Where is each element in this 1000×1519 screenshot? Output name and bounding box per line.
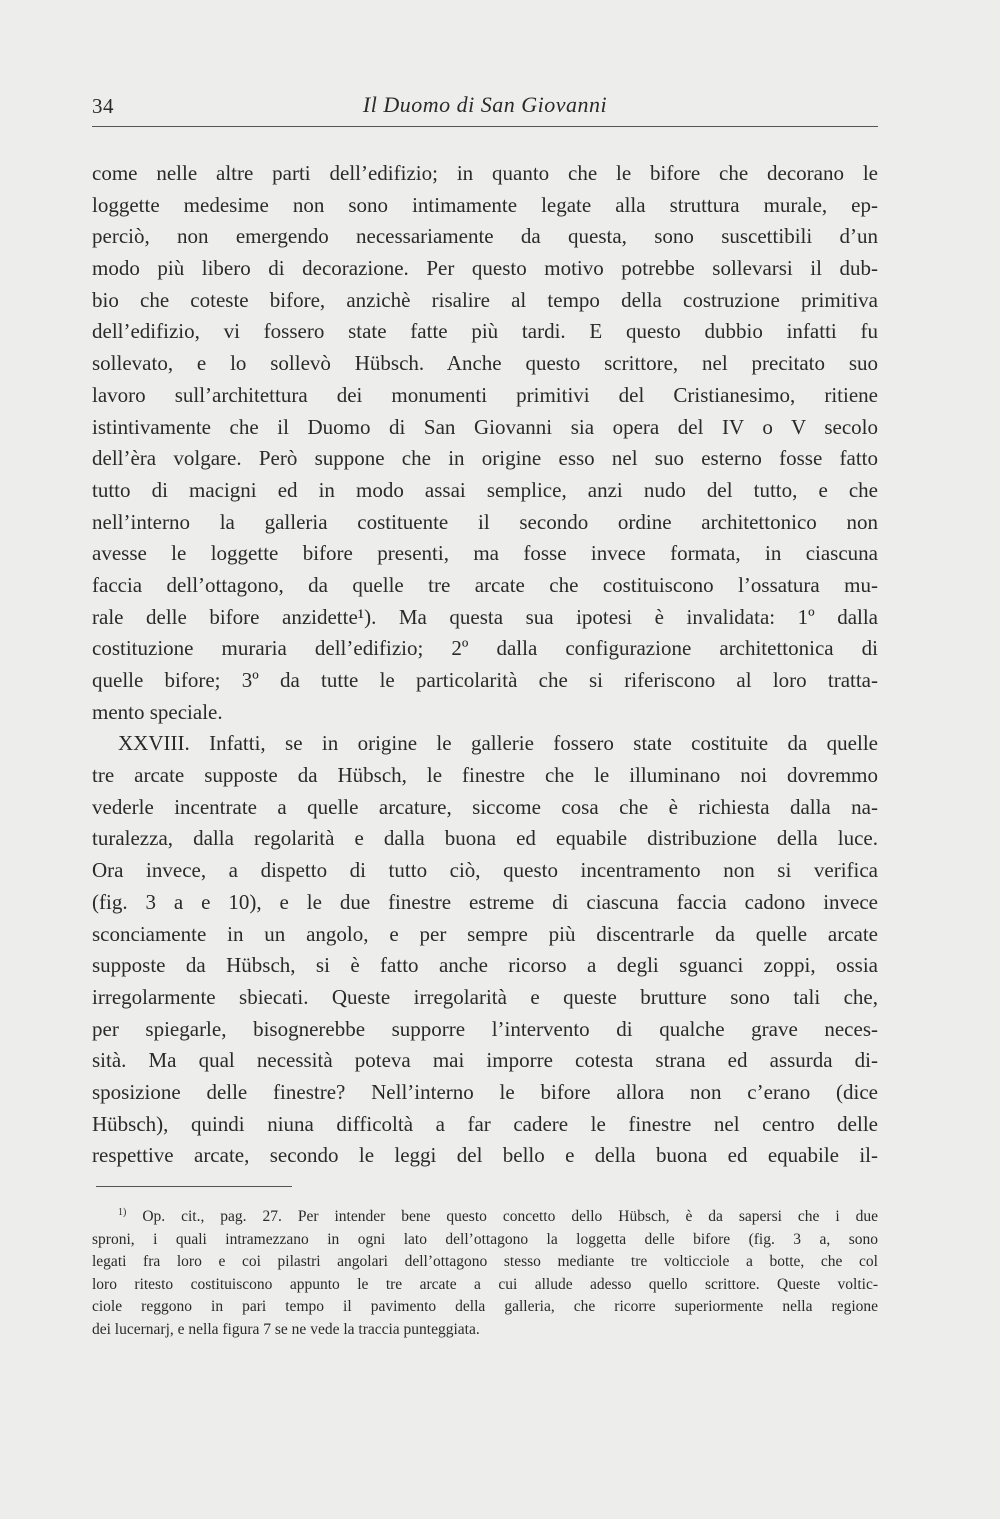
text-line: mento speciale. (92, 699, 223, 724)
footnote-marker: 1) (118, 1206, 127, 1218)
text-line: come nelle altre parti dell’edifizio; in quanto che le bifore che decorano le (92, 161, 878, 185)
text-line: nell’interno la galleria costituente il secondo ordine architettonico non (92, 509, 878, 534)
text-line: per spiegarle, bisognerebbe supporre l’intervento di qualche grave neces- (92, 1016, 878, 1041)
footnote-line: dei lucernarj, e nella figura 7 se ne vede la traccia punteggiata. (92, 1320, 480, 1338)
footnote-line (92, 1206, 878, 1229)
text-line: bio che coteste bifore, anzichè risalire al tempo della costruzione primitiva (92, 287, 878, 312)
text-line: supposte da Hübsch, si è fatto anche ricorso a degli sguanci zoppi, ossia (92, 953, 878, 978)
text-line: rale delle bifore anzidette¹). Ma questa sua ipotesi è invalidata: 1º dalla (92, 604, 878, 629)
text-line: sconciamente in un angolo, e per sempre più discentrarle da quelle arcate (92, 921, 878, 946)
text-line: sollevato, e lo sollevò Hübsch. Anche questo scrittore, nel precitato suo (92, 351, 878, 376)
footnote-line: loro ritesto costituiscono appunto le tre arcate a cui allude adesso quello scrittore. Queste voltic- (92, 1275, 878, 1293)
text-line: sposizione delle finestre? Nell’interno le bifore allora non c’erano (dice (92, 1079, 878, 1104)
footnote-line: ciole reggono in pari tempo il pavimento della galleria, che ricorre superiormente nella regione (92, 1298, 878, 1315)
text-line: irregolarmente sbiecati. Queste irregolarità e queste brutture sono tali che, (92, 984, 878, 1009)
text-line: modo più libero di decorazione. Per questo motivo potrebbe sollevarsi il dub- (92, 256, 878, 281)
text-line: Hübsch), quindi niuna difficoltà a far cadere le finestre nel centro delle (92, 1111, 878, 1136)
running-title: Il Duomo di San Giovanni (362, 92, 608, 117)
footnote-line: sproni, i quali intramezzano in ogni lato dell’ottagono la loggetta delle bifore (fig. 3 a, sono (92, 1230, 878, 1248)
text-line: tutto di macigni ed in modo assai semplice, anzi nudo del tutto, e che (92, 477, 878, 502)
footnote-divider (96, 1186, 292, 1187)
text-line: dell’edifizio, vi fossero state fatte più tardi. E questo dubbio infatti fu (92, 319, 878, 344)
text-line: perciò, non emergendo necessariamente da questa, sono suscettibili d’un (92, 224, 878, 249)
text-line: sità. Ma qual necessità poteva mai imporre cotesta strana ed assurda di- (92, 1048, 878, 1073)
footnote-text: Op. cit., pag. 27. Per intender bene questo concetto dello Hübsch, è da sapersi che i due (142, 1208, 878, 1225)
text-line: turalezza, dalla regolarità e dalla buona ed equabile distribuzione della luce. (92, 826, 878, 851)
page-number: 34 (92, 94, 114, 118)
text-line: dell’èra volgare. Però suppone che in origine esso nel suo esterno fosse fatto (92, 446, 878, 471)
text-line: tre arcate supposte da Hübsch, le finestre che le illuminano noi dovremmo (92, 763, 878, 788)
text-line: quelle bifore; 3º da tutte le particolarità che si riferiscono al loro tratta- (92, 668, 878, 692)
text-line: vederle incentrate a quelle arcature, siccome cosa che è richiesta dalla na- (92, 794, 878, 819)
body-text (92, 158, 878, 1172)
text-line: costituzione muraria dell’edifizio; 2º dalla configurazione architettonica di (92, 636, 878, 661)
text-line: loggette medesime non sono intimamente legate alla struttura murale, ep- (92, 192, 878, 217)
text-line: avesse le loggette bifore presenti, ma fosse invece formata, in ciascuna (92, 541, 878, 566)
page-header (92, 92, 878, 127)
footnote (92, 1206, 878, 1341)
text-line: Ora invece, a dispetto di tutto ciò, questo incentramento non si verifica (92, 858, 878, 883)
text-line: lavoro sull’architettura dei monumenti primitivi del Cristianesimo, ritiene (92, 382, 878, 407)
text-line: istintivamente che il Duomo di San Giovanni sia opera del IV o V secolo (92, 414, 878, 439)
text-line: faccia dell’ottagono, da quelle tre arcate che costituiscono l’ossatura mu- (92, 572, 878, 597)
text-line: respettive arcate, secondo le leggi del bello e della buona ed equabile il- (92, 1143, 878, 1168)
text-line: (fig. 3 a e 10), e le due finestre estreme di ciascuna faccia cadono invece (92, 889, 878, 914)
footnote-line: legati fra loro e coi pilastri angolari dell’ottagono stesso mediante tre volticciole a botte, che col (92, 1253, 878, 1270)
section-heading-line: XXVIII. Infatti, se in origine le gallerie fossero state costituite da quelle (118, 731, 878, 756)
